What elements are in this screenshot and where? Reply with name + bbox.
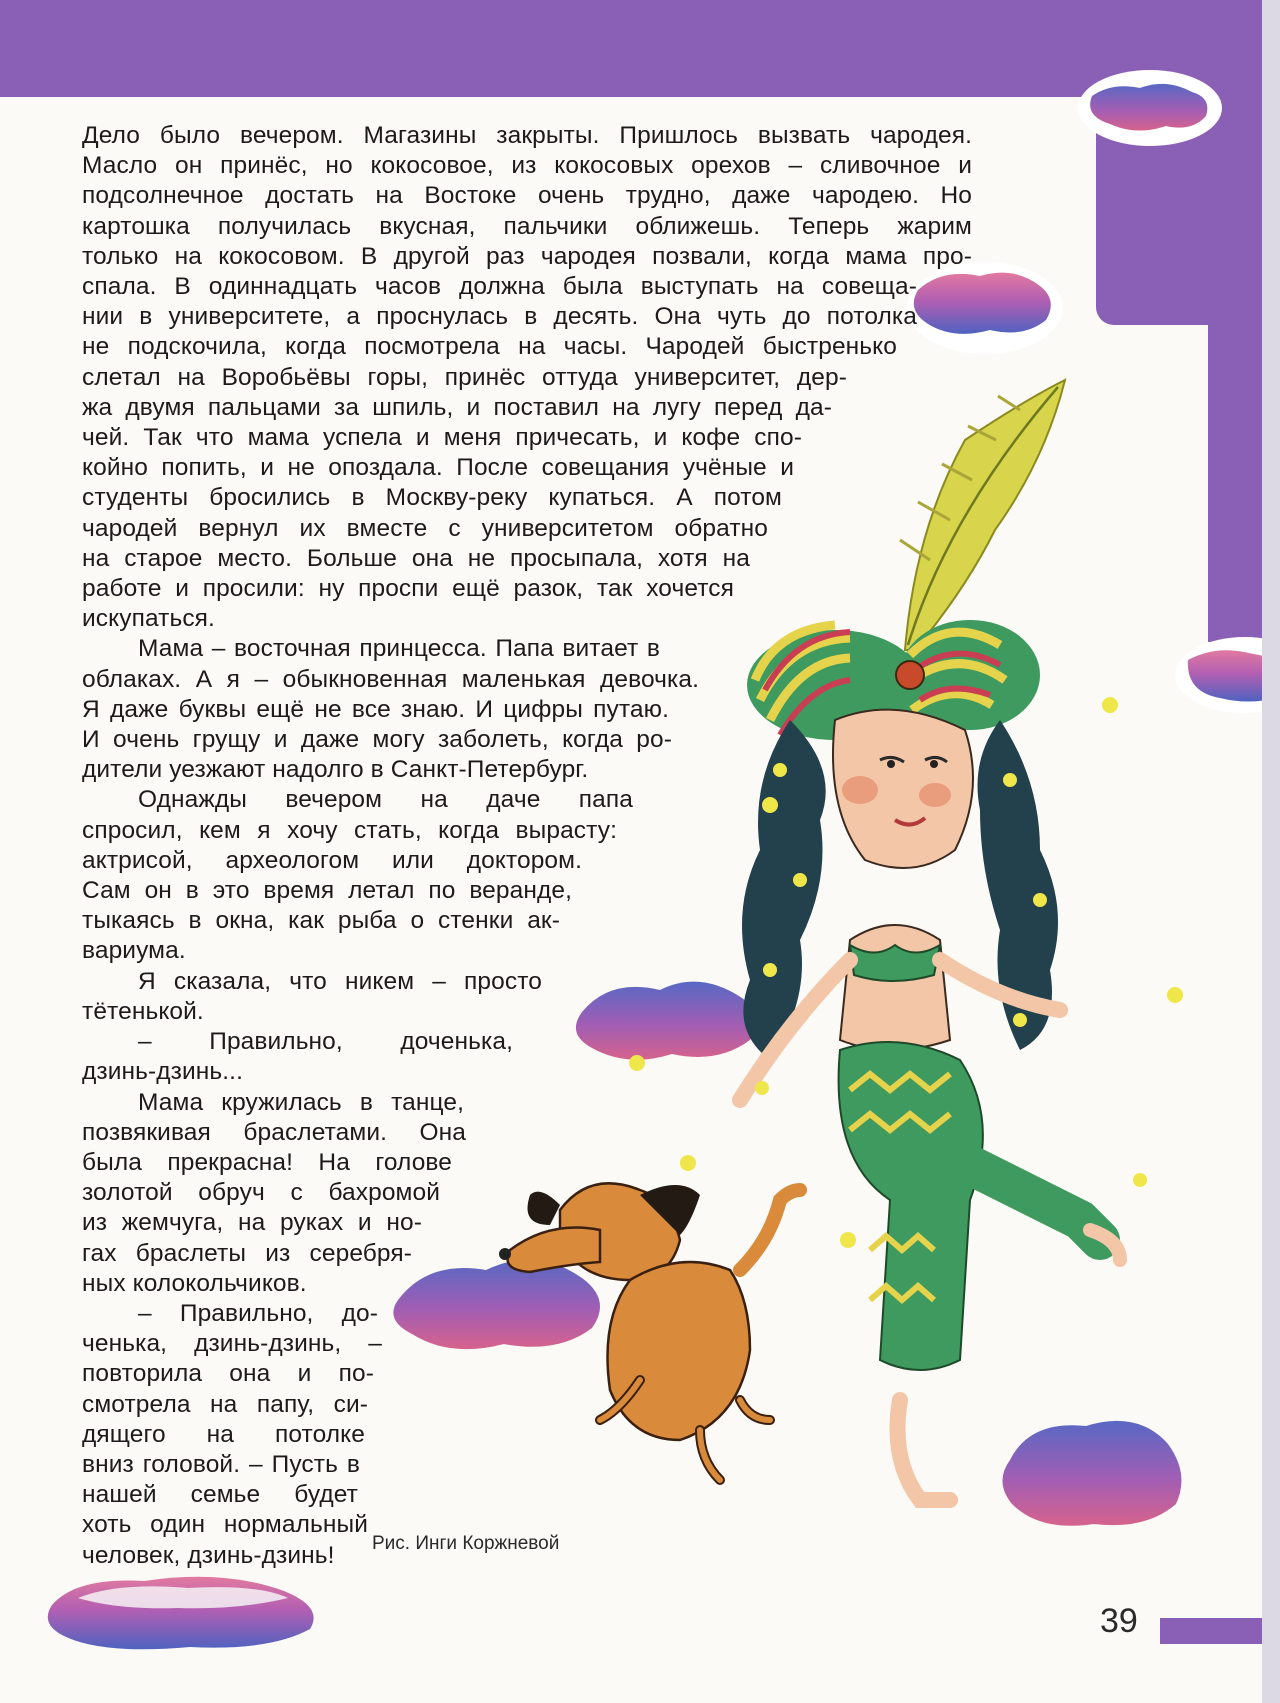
text-line: вниз головой. – Пусть в <box>82 1450 360 1478</box>
text-line: тётенькой. <box>82 997 204 1025</box>
cloud-icon <box>1002 1421 1181 1526</box>
text-line: из жемчуга, на руках и но- <box>82 1209 422 1237</box>
paragraph-4 <box>82 967 972 1027</box>
cloud-icon <box>1175 637 1262 713</box>
text-line: спала. В одиннадцать часов должна была выступать на совеща- <box>82 273 917 301</box>
text-line: нии в университете, а проснулась в десять. Она чуть до потолка <box>82 303 917 331</box>
text-line: Я даже буквы ещё не все знаю. И цифры путаю. <box>82 695 669 723</box>
text-line: подсолнечное достать на Востоке очень трудно, даже чародею. Но <box>82 182 972 210</box>
text-line: чародей вернул их вместе с университетом обратно <box>82 514 768 542</box>
text-line: нашей семье будет <box>82 1481 358 1509</box>
paragraph-1 <box>82 121 972 634</box>
text-line: только на кокосовом. В другой раз чародея позвали, когда мама про- <box>82 242 972 270</box>
text-line: Масло он принёс, но кокосовое, из кокосовых орехов – сливочное и <box>82 152 972 180</box>
text-line: чей. Так что мама успела и меня причесать, и кофе спо- <box>82 424 802 452</box>
page-number: 39 <box>1100 1602 1138 1640</box>
paragraph-3 <box>82 785 972 966</box>
text-line: золотой обруч с бахромой <box>82 1179 440 1207</box>
text-line: на старое место. Больше она не просыпала, хотя на <box>82 544 750 572</box>
cloud-icon <box>48 1577 314 1650</box>
page-edge <box>1262 0 1280 1703</box>
text-line: дзинь-дзинь... <box>82 1058 243 1086</box>
text-line: Мама – восточная принцесса. Папа витает в <box>138 635 660 663</box>
text-line: хоть один нормальный <box>82 1511 368 1539</box>
text-line: жа двумя пальцами за шпиль, и поставил на лугу перед да- <box>82 393 832 421</box>
text-line: – Правильно, доченька, <box>138 1028 513 1056</box>
text-line: ных колокольчиков. <box>82 1269 307 1297</box>
paragraph-7 <box>82 1299 972 1571</box>
text-line: дящего на потолке <box>82 1420 365 1448</box>
text-line: работе и просили: ну проспи ещё разок, так хочется <box>82 575 734 603</box>
paragraph-6 <box>82 1088 972 1299</box>
text-line: не подскочила, когда посмотрела на часы. Чародей быстренько <box>82 333 897 361</box>
text-line: смотрела на папу, си- <box>82 1390 368 1418</box>
text-line: – Правильно, до- <box>138 1299 378 1327</box>
text-line: позвякивая браслетами. Она <box>82 1118 466 1146</box>
text-line: дители уезжают надолго в Санкт-Петербург. <box>82 756 589 784</box>
text-line: слетал на Воробьёвы горы, принёс оттуда университет, дер- <box>82 363 847 391</box>
paragraph-2 <box>82 634 972 785</box>
text-line: ченька, дзинь-дзинь, – <box>82 1330 382 1358</box>
text-line: студенты бросились в Москву-реку купаться. А потом <box>82 484 782 512</box>
text-line: гах браслеты из серебря- <box>82 1239 412 1267</box>
text-line: искупаться. <box>82 605 215 633</box>
text-line: тыкаясь в окна, как рыба о стенки ак- <box>82 907 560 935</box>
story-text <box>82 121 972 1571</box>
paragraph-5 <box>82 1027 972 1087</box>
text-line: Дело было вечером. Магазины закрыты. Пришлось вызвать чародея. <box>82 122 972 149</box>
text-line: спросил, кем я хочу стать, когда вырасту: <box>82 816 617 844</box>
text-line: вариума. <box>82 937 186 965</box>
text-line: повторила она и по- <box>82 1360 374 1388</box>
text-line: человек, дзинь-дзинь! <box>82 1541 335 1569</box>
text-line: Я сказала, что никем – просто <box>138 967 542 995</box>
text-line: актрисой, археологом или доктором. <box>82 846 582 874</box>
text-line: Сам он в это время летал по веранде, <box>82 877 572 905</box>
text-line: Мама кружилась в танце, <box>138 1088 464 1116</box>
text-line: облаках. А я – обыкновенная маленькая девочка. <box>82 665 699 693</box>
cloud-icon <box>1078 70 1222 146</box>
text-line: была прекрасна! На голове <box>82 1148 452 1176</box>
text-line: Однажды вечером на даче папа <box>138 786 633 814</box>
text-line: картошка получилась вкусная, пальчики оближешь. Теперь жарим <box>82 212 972 240</box>
text-line: койно попить, и не опоздала. После совещания учёные и <box>82 454 794 482</box>
text-line: И очень грущу и даже могу заболеть, когда ро- <box>82 726 672 754</box>
illustration-credit: Рис. Инги Коржневой <box>372 1533 560 1554</box>
